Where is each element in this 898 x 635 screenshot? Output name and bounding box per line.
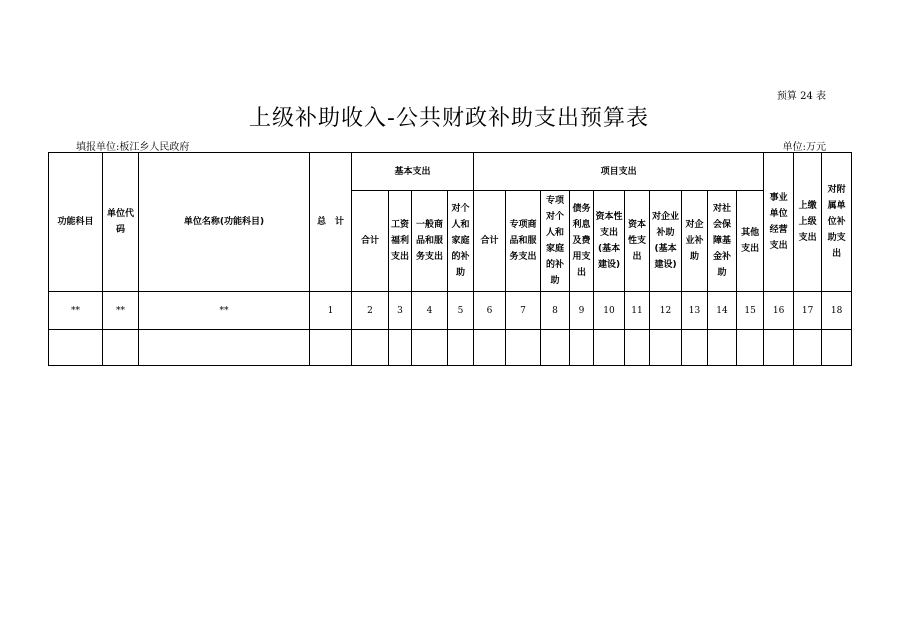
index-cell: 13 (682, 292, 708, 330)
empty-cell (794, 330, 822, 366)
index-cell: 17 (794, 292, 822, 330)
header-unit-code: 单位代 码 (103, 153, 139, 292)
index-cell: 8 (541, 292, 570, 330)
index-cell: 7 (506, 292, 541, 330)
header-basic-wage: 工资 福利 支出 (389, 191, 412, 292)
index-cell: ** (49, 292, 103, 330)
header-total: 总 计 (310, 153, 352, 292)
index-cell: 5 (448, 292, 474, 330)
empty-cell (708, 330, 737, 366)
page-title: 上级补助收入-公共财政补助支出预算表 (249, 106, 649, 131)
empty-cell (139, 330, 310, 366)
header-basic-goods: 一般商 品和服 务支出 (412, 191, 448, 292)
empty-cell (474, 330, 506, 366)
index-cell: 15 (737, 292, 764, 330)
empty-cell (506, 330, 541, 366)
index-cell: 14 (708, 292, 737, 330)
index-row (49, 292, 852, 330)
index-cell: 2 (352, 292, 389, 330)
header-basic-group: 基本支出 (352, 153, 474, 191)
header-proj-goods: 专项商 品和服 务支出 (506, 191, 541, 292)
header-proj-social: 对社 会保 障基 金补 助 (708, 191, 737, 292)
index-cell: ** (103, 292, 139, 330)
empty-cell (49, 330, 103, 366)
header-proj-household: 专项 对个 人和 家庭 的补 助 (541, 191, 570, 292)
header-unit-name: 单位名称(功能科目) (139, 153, 310, 292)
index-cell: 3 (389, 292, 412, 330)
header-func-subject: 功能科目 (49, 153, 103, 292)
header-subsidiary: 对附 属单 位补 助支 出 (822, 153, 852, 292)
currency-unit: 单位:万元 (782, 142, 826, 153)
empty-cell (310, 330, 352, 366)
header-proj-debt: 债务 利息 及费 用支 出 (570, 191, 594, 292)
header-row-1 (49, 153, 852, 191)
index-cell: 6 (474, 292, 506, 330)
header-proj-other: 其他 支出 (737, 191, 764, 292)
empty-cell (822, 330, 852, 366)
reporting-unit: 填报单位:板江乡人民政府 (76, 142, 190, 153)
header-proj-capital-build: 资本性 支出 (基本 建设) (594, 191, 625, 292)
index-cell: 9 (570, 292, 594, 330)
empty-cell (625, 330, 650, 366)
empty-cell (570, 330, 594, 366)
empty-cell (412, 330, 448, 366)
header-inst-ops: 事业 单位 经营 支出 (764, 153, 794, 292)
empty-cell (352, 330, 389, 366)
empty-cell (541, 330, 570, 366)
index-cell: 1 (310, 292, 352, 330)
empty-cell (737, 330, 764, 366)
empty-cell (103, 330, 139, 366)
budget-table (48, 152, 852, 366)
index-cell: ** (139, 292, 310, 330)
empty-cell (650, 330, 682, 366)
empty-cell (448, 330, 474, 366)
header-remit-upper: 上缴 上级 支出 (794, 153, 822, 292)
index-cell: 16 (764, 292, 794, 330)
header-proj-capital: 资本 性支 出 (625, 191, 650, 292)
header-basic-total: 合计 (352, 191, 389, 292)
index-cell: 10 (594, 292, 625, 330)
index-cell: 11 (625, 292, 650, 330)
header-proj-ent-build: 对企业 补助 (基本 建设) (650, 191, 682, 292)
empty-cell (389, 330, 412, 366)
index-cell: 18 (822, 292, 852, 330)
empty-cell (594, 330, 625, 366)
header-project-group: 项目支出 (474, 153, 764, 191)
empty-cell (682, 330, 708, 366)
form-number: 预算 24 表 (776, 91, 826, 102)
index-cell: 12 (650, 292, 682, 330)
empty-data-row (49, 330, 852, 366)
header-basic-household: 对个 人和 家庭 的补 助 (448, 191, 474, 292)
header-proj-total: 合计 (474, 191, 506, 292)
header-proj-ent: 对企 业补 助 (682, 191, 708, 292)
index-cell: 4 (412, 292, 448, 330)
empty-cell (764, 330, 794, 366)
